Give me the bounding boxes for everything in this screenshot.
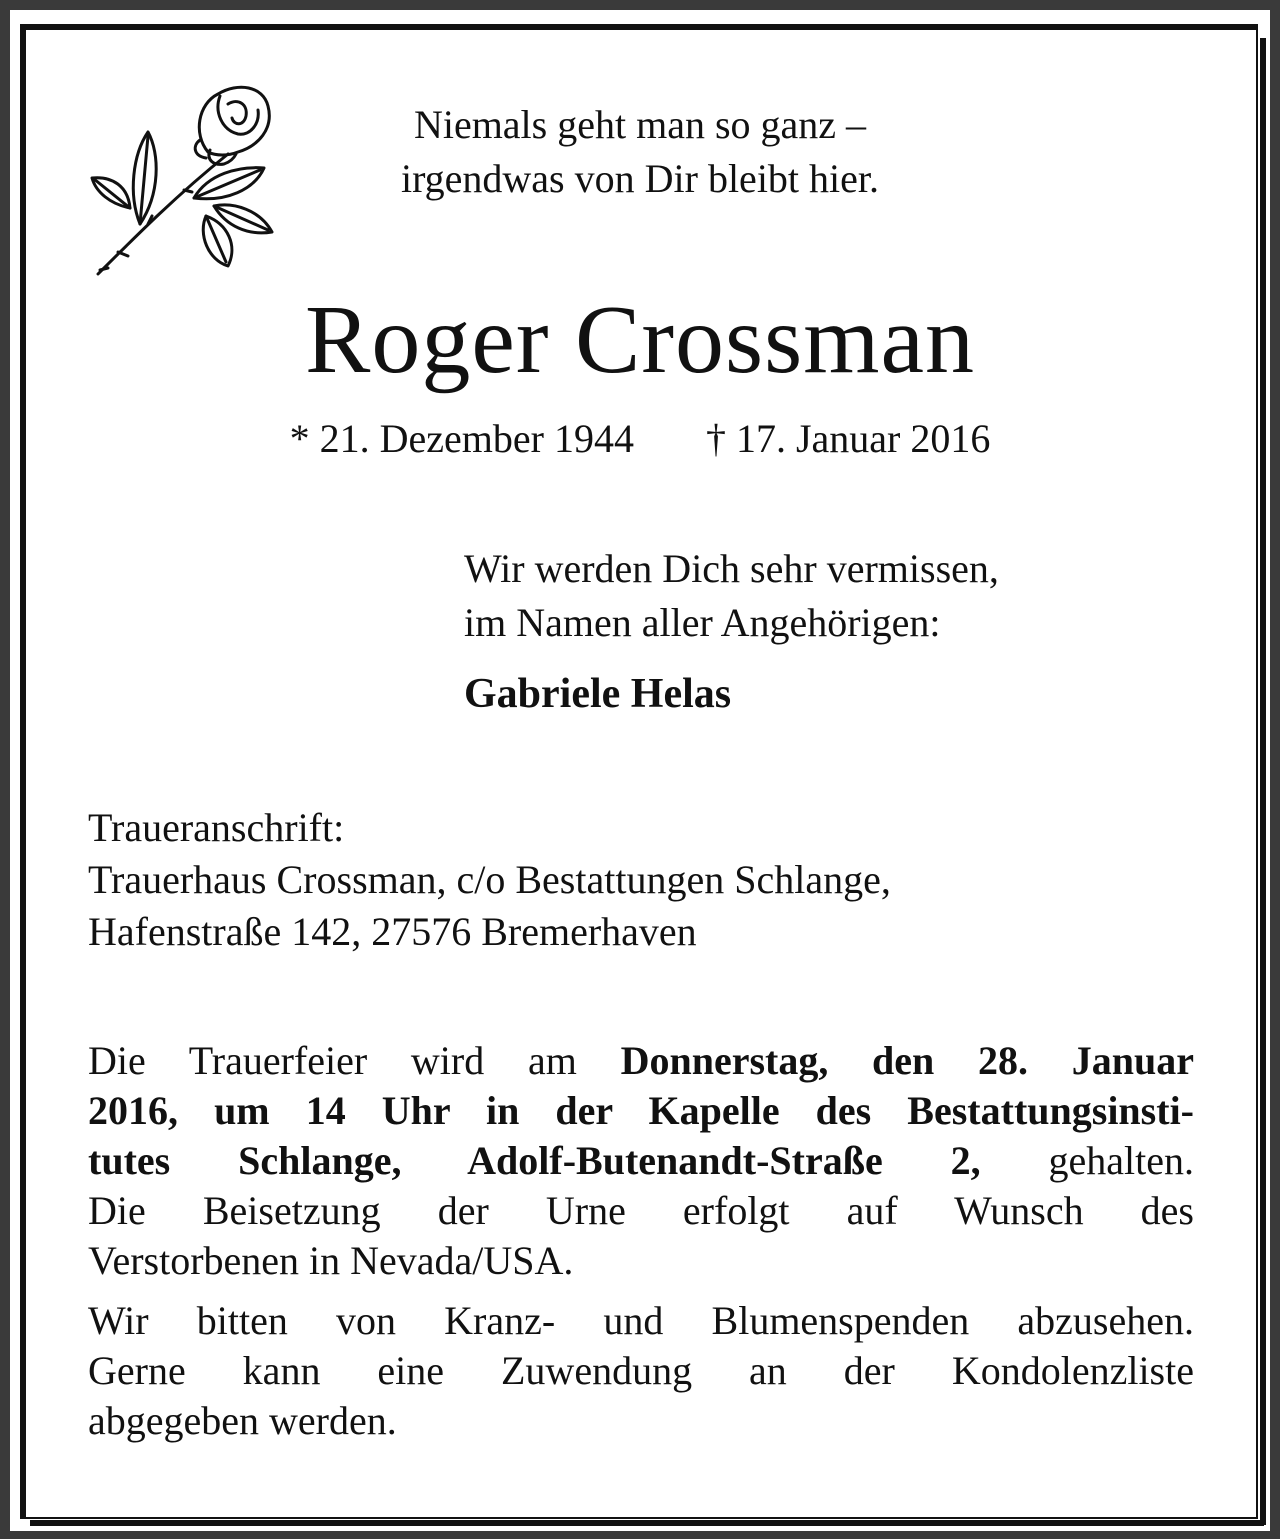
motto-line-1: Niemals geht man so ganz –: [413, 102, 867, 147]
mourning-address: [88, 802, 891, 958]
burial-line-2: Verstorbenen in Nevada/USA.: [88, 1238, 574, 1283]
address-line-1: Trauerhaus Crossman, c/o Bestattungen Schlange,: [88, 857, 891, 902]
request-line-2: Gerne kann eine Zuwendung an der Kondolenzliste: [88, 1348, 1194, 1393]
ceremony-text: Die Trauerfeier wird am: [88, 1038, 621, 1083]
ceremony-date: Donnerstag, den 28. Januar: [620, 1038, 1195, 1083]
donation-request: [88, 1296, 1194, 1446]
burial-line-1: Die Beisetzung der Urne erfolgt auf Wunsch des: [88, 1188, 1194, 1233]
address-line-2: Hafenstraße 142, 27576 Bremerhaven: [88, 909, 697, 954]
birth-date: * 21. Dezember 1944: [289, 416, 634, 461]
motto-quote: [300, 98, 980, 206]
ceremony-location: tutes Schlange, Adolf-Butenandt-Straße 2,: [88, 1138, 981, 1183]
signer-name: Gabriele Helas: [464, 671, 732, 717]
address-heading: Traueranschrift:: [88, 805, 345, 850]
death-date: † 17. Januar 2016: [705, 416, 991, 461]
farewell-text: [464, 542, 999, 650]
request-line-3: abgegeben werden.: [88, 1398, 397, 1443]
frame-shadow: [30, 1520, 1264, 1526]
ceremony-text-end: gehalten.: [980, 1138, 1194, 1183]
ceremony-time-place: 2016, um 14 Uhr in der Kapelle des Bestattungsinsti-: [88, 1088, 1194, 1133]
ceremony-line-2: [88, 1086, 1194, 1136]
rose-icon: [88, 74, 278, 284]
request-line-1: Wir bitten von Kranz- und Blumenspenden abzusehen.: [88, 1298, 1194, 1343]
ceremony-paragraph: [88, 1036, 1194, 1286]
life-dates: [0, 412, 1280, 466]
ceremony-line-3: [88, 1136, 1194, 1186]
deceased-name: Roger Crossman: [305, 286, 975, 394]
ceremony-line-1: [88, 1036, 1194, 1086]
farewell-line-2: im Namen aller Angehörigen:: [464, 600, 941, 645]
ceremony-notice: [88, 1036, 1194, 1446]
farewell-line-1: Wir werden Dich sehr vermissen,: [464, 546, 999, 591]
motto-line-2: irgendwas von Dir bleibt hier.: [400, 156, 880, 201]
